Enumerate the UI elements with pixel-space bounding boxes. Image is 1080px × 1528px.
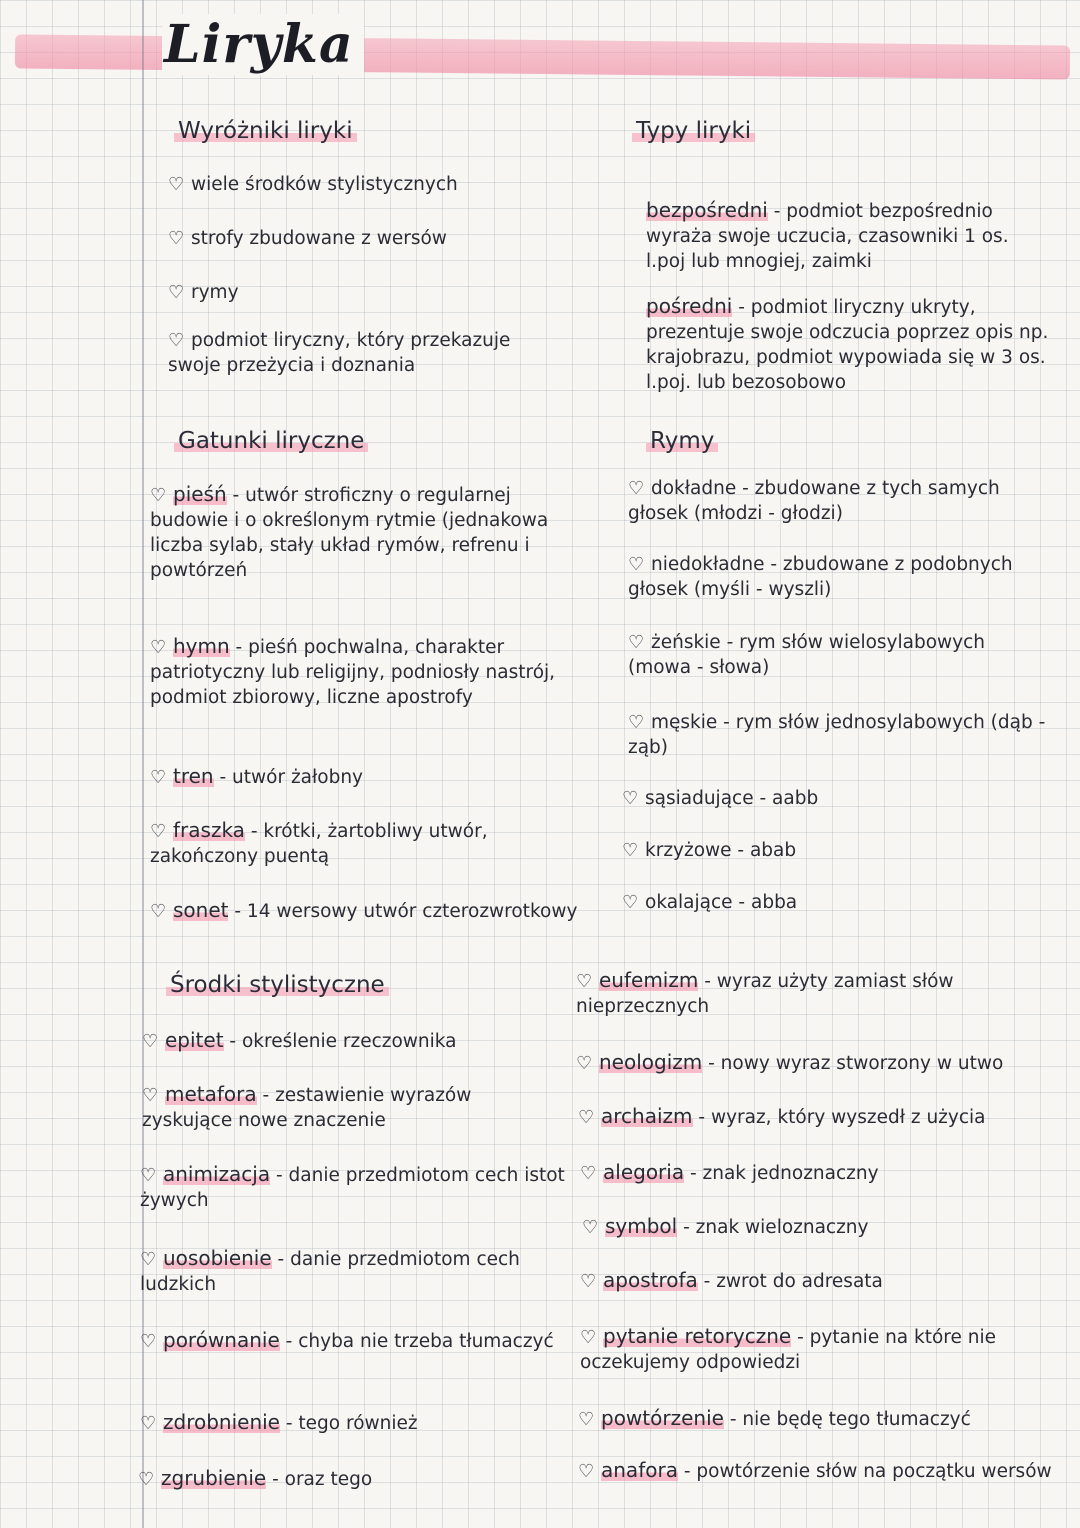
heart-icon: ♡ xyxy=(576,971,593,992)
heart-icon: ♡ xyxy=(628,712,645,733)
heart-icon: ♡ xyxy=(622,788,639,809)
margin-line xyxy=(142,0,144,1528)
heading-srodki: Środki stylistyczne xyxy=(166,972,389,998)
heading-rymy: Rymy xyxy=(646,428,718,454)
heart-icon: ♡ xyxy=(142,1031,159,1052)
list-item: ♡ dokładne - zbudowane z tych samych głosek (młodzi - głodzi) xyxy=(628,478,1000,524)
list-item: ♡ zgrubienie - oraz tego xyxy=(138,1466,373,1490)
heart-icon: ♡ xyxy=(142,1085,159,1106)
heart-icon: ♡ xyxy=(138,1469,155,1490)
list-item: ♡ pytanie retoryczne - pytanie na które nie oczekujemy odpowiedzi xyxy=(580,1324,997,1373)
list-item: ♡ krzyżowe - abab xyxy=(622,840,797,861)
list-item: ♡ okalające - abba xyxy=(622,892,798,913)
heart-icon: ♡ xyxy=(140,1249,157,1270)
heart-icon: ♡ xyxy=(622,840,639,861)
list-item: ♡ sąsiadujące - aabb xyxy=(622,788,819,809)
list-item: ♡ archaizm - wyraz, który wyszedł z użycia xyxy=(578,1104,986,1128)
list-item: ♡ męskie - rym słów jednosylabowych (dąb - ząb) xyxy=(628,712,1046,758)
list-item: ♡ fraszka - krótki, żartobliwy utwór, zakończony puentą xyxy=(150,818,488,867)
list-item: ♡ uosobienie - danie przedmiotom cech ludzkich xyxy=(140,1246,520,1295)
list-item: ♡ eufemizm - wyraz użyty zamiast słów nieprzecznych xyxy=(576,968,954,1017)
heart-icon: ♡ xyxy=(150,821,167,842)
list-item: ♡ strofy zbudowane z wersów xyxy=(168,228,447,249)
heart-icon: ♡ xyxy=(168,174,185,195)
heart-icon: ♡ xyxy=(168,330,185,351)
list-item: ♡ neologizm - nowy wyraz stworzony w utwo xyxy=(576,1050,1004,1074)
heart-icon: ♡ xyxy=(578,1409,595,1430)
list-item: ♡ powtórzenie - nie będę tego tłumaczyć xyxy=(578,1406,971,1430)
heading-gatunki: Gatunki liryczne xyxy=(174,428,368,454)
heart-icon: ♡ xyxy=(150,637,167,658)
heart-icon: ♡ xyxy=(578,1107,595,1128)
page-title: Liryka xyxy=(162,14,364,75)
heart-icon: ♡ xyxy=(582,1217,599,1238)
list-item: ♡ podmiot liryczny, który przekazuje swoje przeżycia i doznania xyxy=(168,330,511,376)
heart-icon: ♡ xyxy=(140,1165,157,1186)
heart-icon: ♡ xyxy=(580,1271,597,1292)
list-item: ♡ rymy xyxy=(168,282,239,303)
list-item: ♡ porównanie - chyba nie trzeba tłumaczyć xyxy=(140,1328,554,1352)
heart-icon: ♡ xyxy=(628,632,645,653)
heart-icon: ♡ xyxy=(140,1413,157,1434)
list-item: ♡ zdrobnienie - tego również xyxy=(140,1410,418,1434)
list-item: ♡ pieśń - utwór stroficzny o regularnej budowie i o określonym rytmie (jednakowa liczba sylab, stały układ rymów, refrenu i powtórzeń xyxy=(150,482,549,581)
heart-icon: ♡ xyxy=(140,1331,157,1352)
list-item: pośredni - podmiot liryczny ukryty, prezentuje swoje odczucia poprzez opis np. krajobrazu, podmiot wypowiada się w 3 os. l.poj. lub bezosobowo xyxy=(646,294,1049,393)
list-item: ♡ epitet - określenie rzeczownika xyxy=(142,1028,457,1052)
list-item: ♡ sonet - 14 wersowy utwór czterozwrotkowy xyxy=(150,898,578,922)
heart-icon: ♡ xyxy=(628,554,645,575)
list-item: ♡ alegoria - znak jednoznaczny xyxy=(580,1160,879,1184)
list-item: ♡ apostrofa - zwrot do adresata xyxy=(580,1268,883,1292)
heart-icon: ♡ xyxy=(628,478,645,499)
heart-icon: ♡ xyxy=(578,1461,595,1482)
list-item: ♡ metafora - zestawienie wyrazów zyskujące nowe znaczenie xyxy=(142,1082,472,1131)
heart-icon: ♡ xyxy=(168,228,185,249)
heart-icon: ♡ xyxy=(580,1163,597,1184)
heart-icon: ♡ xyxy=(622,892,639,913)
list-item: ♡ tren - utwór żałobny xyxy=(150,764,364,788)
list-item: ♡ symbol - znak wieloznaczny xyxy=(582,1214,869,1238)
list-item: ♡ niedokładne - zbudowane z podobnych głosek (myśli - wyszli) xyxy=(628,554,1013,600)
heart-icon: ♡ xyxy=(150,901,167,922)
list-item: ♡ animizacja - danie przedmiotom cech istot żywych xyxy=(140,1162,565,1211)
heart-icon: ♡ xyxy=(576,1053,593,1074)
heading-wyrozniki: Wyróżniki liryki xyxy=(174,118,357,144)
list-item: bezpośredni - podmiot bezpośrednio wyraża swoje uczucia, czasowniki 1 os. l.poj lub mnogiej, zaimki xyxy=(646,198,1009,272)
heart-icon: ♡ xyxy=(580,1327,597,1348)
list-item: ♡ hymn - pieśń pochwalna, charakter patriotyczny lub religijny, podniosły nastrój, podmiot zbiorowy, liczne apostrofy xyxy=(150,634,556,708)
list-item: ♡ żeńskie - rym słów wielosylabowych (mowa - słowa) xyxy=(628,632,986,678)
list-item: ♡ anafora - powtórzenie słów na początku wersów xyxy=(578,1458,1052,1482)
heart-icon: ♡ xyxy=(150,767,167,788)
heart-icon: ♡ xyxy=(168,282,185,303)
heart-icon: ♡ xyxy=(150,485,167,506)
list-item: ♡ wiele środków stylistycznych xyxy=(168,174,458,195)
heading-typy: Typy liryki xyxy=(632,118,755,144)
